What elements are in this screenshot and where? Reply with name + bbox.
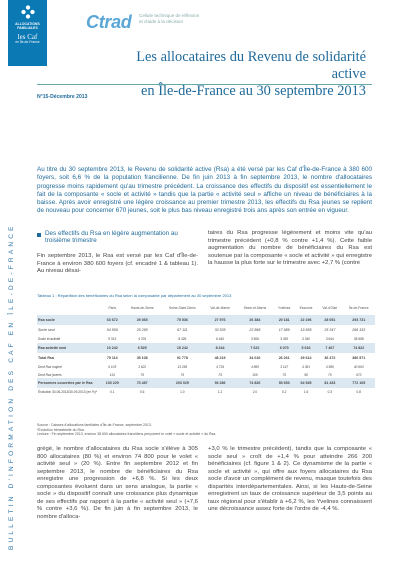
- table-row: [37, 343, 375, 353]
- table-cell: 3 147: [280, 365, 289, 369]
- table-cell: 15 242: [161, 343, 204, 353]
- table-row: [37, 325, 375, 335]
- table-cell: 109: [252, 372, 258, 377]
- table-cell: 34 016: [249, 356, 261, 361]
- subtitle-bullet-icon: [37, 233, 41, 237]
- table-cell: 3 340: [302, 337, 311, 342]
- table-cell: 203 025: [161, 378, 204, 388]
- table-notes: [37, 423, 367, 437]
- row-label: Évolution 30-06-2013/30-09-2013 (en %)*: [38, 390, 98, 395]
- table-cell: 75: [140, 372, 144, 377]
- table-cell: 0.3: [327, 390, 333, 395]
- table-cell: 1.6: [303, 390, 309, 395]
- table-footnote: *Évolution trimestrielle du Rsa.: [37, 427, 85, 432]
- table-header-cell: [37, 301, 101, 315]
- row-label: Socle seul: [38, 328, 55, 333]
- row-label: Rsa activité seul: [37, 343, 101, 353]
- body-column-1: Fin septembre 2013, le Rsa est versé par les Caf d'Île-de-France à environ 380 600 foyers (cf. encadré 1 & tableau 1). Au niveau désai-: [37, 253, 198, 274]
- table-cell: 8 244: [204, 343, 237, 353]
- logo-bottom-text: en Île-de-France: [15, 39, 40, 44]
- table-cell: 1.0: [180, 390, 185, 395]
- table-cell: 75 536: [161, 315, 204, 325]
- table-cell: 10 242: [101, 343, 124, 353]
- table-cell: 772 105: [342, 378, 375, 388]
- sidebar-text: BULLETIN D'INFORMATION DES CAF EN ÎLE-DE-FRANCE: [8, 223, 15, 550]
- lead-paragraph: Au titre du 30 septembre 2013, le Revenu de solidarité active (Rsa) a été versé par les Caf d'Île-de-France à 380 600 foyers, soit 6,6 % de la population francilienne. De fin juin 2013 à fin septembre 2013, le nombre d'allocataires progresse moins rapidement qu'au trimestre précédent. La croissance des effectifs du dispositif est essentiellement le fait de la composante « socle et activité » tandis que la partie « activité seul » affiche un niveau de bénéficiaires à la baisse. Après avoir enregistré une légère croissance au premier trimestre 2013, les effectifs du Rsa jeunes se replient de nouveau pour concerner 670 jeunes, soit le plus bas niveau enregistré trois ans après son entrée en vigueur.: [37, 166, 372, 215]
- table-cell: 8 425: [178, 337, 187, 342]
- table-cell: 35 558: [353, 337, 364, 342]
- table-cell: 0.2: [281, 390, 287, 395]
- issue-number: N°15-Décembre 2013: [37, 94, 88, 100]
- row-label: Total Rsa: [38, 356, 54, 361]
- table-reading-note: Lecture : Fin septembre 2013, environ 38 600 allocataires franciliens perçoivent le volet « socle et activité » du Rsa.: [37, 432, 217, 437]
- table-cell: 75: [218, 372, 222, 377]
- table-cell: 19 555: [300, 328, 312, 333]
- table-cell: 54 559: [106, 328, 118, 333]
- table-cell: 17 689: [278, 328, 290, 333]
- row-label: Personnes couvertes par le Rsa: [37, 378, 101, 388]
- table-header-cell: Essonne: [299, 306, 313, 310]
- table-cell: 22 868: [249, 328, 261, 333]
- table-cell: 67 111: [177, 328, 188, 333]
- body-column-3: grégé, le nombre d'allocataires du Rsa socle s'élève à 305 800 allocataires (80 %) et environ 74 800 pour le volet « activité seul » (20 %). Entre fin septembre 2012 et fin septembre 2013, le nombre de bénéficiaires du Rsa enregistre une progression de +6,8 %. Si les deux composantes évoluent dans un sens analogue, la partie « socle » du dispositif connaît une croissance plus dynamique de ses effectifs par rapport à la partie « activité seul » (+7,6 % contre +3,6 %). De fin juin à fin septembre 2013, le nombre d'alloca-: [37, 446, 198, 520]
- table-cell: 673: [356, 372, 362, 377]
- table-cell: 4 734: [216, 365, 225, 369]
- header-divider: [37, 84, 372, 85]
- table-row: [37, 371, 375, 379]
- table-cell: 29 365: [124, 315, 161, 325]
- table-cell: 75: [282, 372, 286, 377]
- table-row: [37, 388, 375, 396]
- table-cell: 93 286: [204, 378, 237, 388]
- body-column-4: +3,0 % le trimestre précédent), tandis que la composante « socle seul » croît de +1,4 % pour atteindre 266 200 bénéficiaires (cf. figure 1 & 2). Ce dynamisme de la partie « socle et activité », qui offre aux foyers allocataires du Rsa socle d'avoir un complément de revenu, masque toutefois des disparités interdépartementales. Ainsi, si les Hauts-de-Seine enregistrent un taux de croissance supérieur de 3,5 points au taux régional pour s'établir à +6,2 %, les Yvelines connaissent une décroissance assez forte de l'ordre de -4,4 %.: [208, 446, 372, 512]
- table-header-row: [37, 301, 375, 315]
- table-cell: 64 945: [295, 378, 317, 388]
- table-header-cell: Hauts-de-Seine: [130, 306, 154, 310]
- table-cell: 25 295: [136, 328, 148, 333]
- table-cell: 4 586: [325, 365, 334, 369]
- title-line-1: Les allocataires du Revenu de solidarité active: [136, 49, 366, 82]
- body-column-2: taires du Rsa progresse légèrement et moins vite qu'au trimestre précédent (+0,8 % contre +1,4 %). Cette faible augmentation du nombre de bénéficiaires du Rsa est soutenue par la composante « socle et activité » qui enregistre la hausse la plus forte sur le trimestre avec +2,7 % (contre: [208, 230, 372, 266]
- caf-logo: [8, 0, 47, 66]
- rsa-table: [37, 301, 375, 396]
- page-title: [100, 49, 366, 100]
- title-line-2: en Île-de-France au 30 septembre 2013: [141, 83, 366, 99]
- table-cell: 29 614: [300, 356, 312, 361]
- table-cell: 3 506: [250, 337, 259, 342]
- table-row: [37, 335, 375, 343]
- table-cell: 0.6: [139, 390, 145, 395]
- bulletin-sidebar: [5, 110, 15, 560]
- table-cell: 6 525: [124, 343, 161, 353]
- ctrad-wordmark: Ctrad: [86, 12, 132, 32]
- table-cell: 53 653: [273, 378, 294, 388]
- table-cell: 6 103: [108, 365, 117, 369]
- section-subtitle: Des effectifs du Rsa en légère augmentation au troisième trimestre: [45, 230, 178, 245]
- table-cell: 13 265: [177, 365, 188, 369]
- table-cell: 26 261: [278, 356, 290, 361]
- table-cell: 9 313: [108, 337, 117, 342]
- table-cell: 0.1: [110, 390, 115, 395]
- table-cell: 79 114: [106, 356, 118, 361]
- table-header-cell: Val-d'Oise: [322, 306, 338, 310]
- table-cell: 3 492: [280, 337, 289, 342]
- table-cell: 63 672: [101, 315, 124, 325]
- table-cell: 293 731: [342, 315, 375, 325]
- table-cell: 73 487: [124, 378, 161, 388]
- table-row: [37, 363, 375, 371]
- table-header-cell: Île-de-France: [348, 306, 369, 310]
- table-row: [37, 378, 375, 388]
- row-label: Dont Rsa jeunes: [38, 372, 62, 377]
- table-cell: 22 196: [295, 315, 317, 325]
- table-cell: 130 229: [101, 378, 124, 388]
- table-cell: 74 826: [236, 378, 273, 388]
- table-cell: 4 865: [250, 365, 259, 369]
- table-cell: 26 384: [236, 315, 273, 325]
- table-cell: 7 622: [236, 343, 273, 353]
- table-cell: 380 571: [352, 356, 366, 361]
- table-cell: 5 616: [295, 343, 317, 353]
- table-cell: 91 778: [176, 356, 188, 361]
- table-cell: 3 622: [138, 365, 147, 369]
- table-source-note: Source : Caisses d'allocations familiales d'Île-de-France, septembre 2013.: [37, 423, 152, 427]
- tagline-line-1: Cellule technique de réflexion: [139, 13, 200, 18]
- table-cell: 35 108: [136, 356, 148, 361]
- table-cell: 114: [109, 372, 115, 377]
- table-cell: 48 219: [214, 356, 226, 361]
- table-cell: 20 181: [273, 315, 294, 325]
- table-cell: 74 822: [342, 343, 375, 353]
- table-cell: 6 440: [216, 337, 225, 342]
- table-cell: 0.8: [356, 390, 361, 395]
- table-cell: 75: [180, 372, 185, 377]
- table-cell: 4 361: [302, 365, 311, 369]
- row-label: Socle et activité: [38, 337, 61, 342]
- table-cell: 6 070: [273, 343, 294, 353]
- table-cell: 25 347: [324, 328, 336, 333]
- table-cell: 81 433: [317, 378, 342, 388]
- table-cell: 3 644: [325, 337, 334, 342]
- table-cell: 75: [328, 372, 332, 377]
- table-header-cell: Val-de-Marne: [210, 306, 230, 310]
- table-header-cell: Paris: [108, 306, 116, 310]
- ctrad-tagline: [139, 13, 199, 25]
- table-row: [37, 315, 375, 325]
- table-cell: 1.2: [217, 390, 223, 395]
- table-cell: 2.0: [252, 390, 258, 395]
- row-label: Dont Rsa majoré: [38, 365, 62, 369]
- table-cell: 36 472: [324, 356, 336, 361]
- tagline-line-2: et d'aide à la décision: [139, 19, 184, 24]
- table-row: [37, 353, 375, 363]
- table-cell: 40 663: [353, 365, 364, 369]
- table-cell: 7 467: [317, 343, 342, 353]
- table-cell: 33 535: [214, 328, 226, 333]
- table-cell: 28 051: [317, 315, 342, 325]
- table-header-cell: Seine-Saint-Denis: [169, 306, 196, 310]
- table-cell: 27 976: [204, 315, 237, 325]
- logo-mid-text: les Caf: [17, 32, 38, 41]
- table-body: [37, 315, 375, 396]
- table-cell: 266 153: [352, 328, 366, 333]
- table-caption: Tableau 1 : Répartition des bénéficiaires du Rsa selon la composante par département au 30 septembre 2013: [37, 293, 232, 298]
- logo-top-text: ALLOCATIONS FAMILIALES: [15, 22, 40, 30]
- table-cell: 4 376: [138, 337, 147, 342]
- caf-emblem-icon: [19, 3, 37, 21]
- table-header-cell: Yvelines: [278, 306, 291, 310]
- row-label: Rsa socle: [37, 315, 101, 325]
- table-cell: 58: [304, 372, 308, 377]
- table-header-cell: Seine-et-Marne: [243, 306, 267, 310]
